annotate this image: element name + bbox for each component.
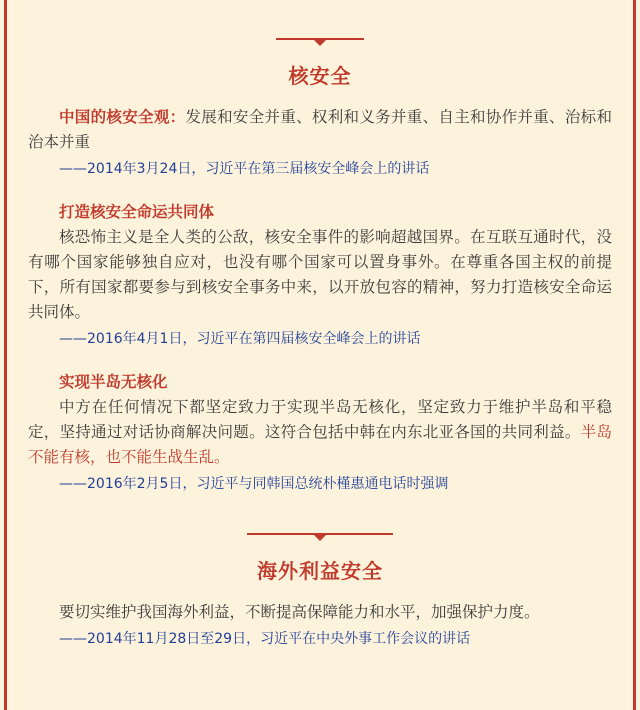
quote-source: ——2016年2月5日，习近平与同韩国总统朴槿惠通电话时强调 [59, 476, 449, 492]
quote-source: ——2014年3月24日，习近平在第三届核安全峰会上的讲话 [59, 161, 430, 177]
quote-source: ——2014年11月28日至29日，习近平在中央外事工作会议的讲话 [59, 631, 471, 647]
article-body [28, 0, 612, 650]
quote-source: ——2016年4月1日，习近平在第四届核安全峰会上的讲话 [59, 331, 421, 347]
left-border [4, 0, 7, 710]
quote-lead: 中国的核安全观： [59, 108, 186, 126]
quote-text: 要切实维护我国海外利益，不断提高保障能力和水平，加强保护力度。 [59, 603, 540, 621]
section-divider [247, 533, 393, 541]
section-title: 海外利益安全 [257, 559, 383, 583]
quote-block [28, 600, 612, 650]
quote-block [28, 105, 612, 180]
quote-highlight: 半岛不能有核，也不能生战生乱。 [28, 423, 612, 466]
triangle-marker-icon [313, 39, 327, 46]
quote-text: 发展和安全并重、权利和义务并重、自主和协作并重、治标和治本并重 [28, 108, 612, 151]
right-border [633, 0, 636, 710]
quote-paragraph [28, 105, 612, 155]
quote-heading: 实现半岛无核化 [59, 373, 168, 391]
section-header-overseas [28, 495, 612, 584]
quote-block [28, 370, 612, 495]
section-header-nuclear [28, 0, 612, 89]
quote-block [28, 200, 612, 350]
quote-heading: 打造核安全命运共同体 [59, 203, 215, 221]
quote-text: 核恐怖主义是全人类的公敌，核安全事件的影响超越国界。在互联互通时代，没有哪个国家能够独自应对，也没有哪个国家可以置身事外。在尊重各国主权的前提下，所有国家都要参与到核安全事务中来，以开放包容的精神，努力打造核安全命运共同体。 [28, 228, 612, 321]
quote-text: 中方在任何情况下都坚定致力于实现半岛无核化，坚定致力于维护半岛和平稳定，坚持通过对话协商解决问题。这符合包括中韩在内东北亚各国的共同利益。 [28, 398, 612, 441]
section-title: 核安全 [288, 64, 352, 88]
triangle-marker-icon [313, 534, 327, 541]
section-divider [276, 38, 364, 46]
quote-paragraph [28, 395, 612, 470]
